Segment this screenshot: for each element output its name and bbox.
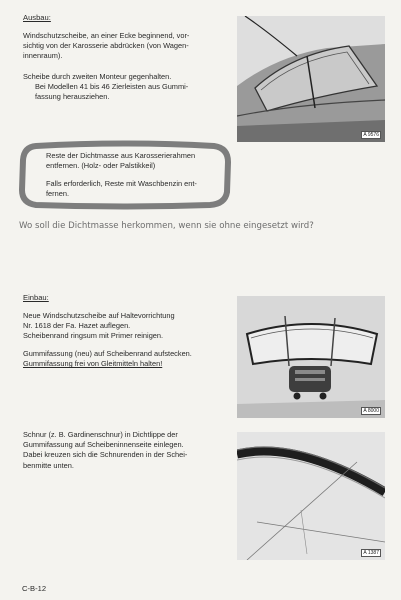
schnur-line-2: Gummifassung auf Scheibeninnenseite einlegen. <box>23 440 184 450</box>
note-line-2: entfernen. (Holz- oder Palstikkeil) <box>46 161 156 171</box>
einbau-text-2 <box>23 349 192 369</box>
ausbau-line-2: sichtig von der Karosserie abdrücken (von Wagen- <box>23 41 189 51</box>
rubber-seal-cord-illustration <box>237 432 385 560</box>
note-line-3: Falls erforderlich, Reste mit Waschbenzin ent- <box>46 179 197 188</box>
photo-reference-einbau: A 8000 <box>363 408 379 414</box>
note-line-1: Reste der Dichtmasse aus Karosserierahmen <box>46 151 196 160</box>
windshield-removal-photo <box>237 16 385 142</box>
glass-on-holder-illustration <box>237 296 385 418</box>
note-text <box>46 151 195 171</box>
windshield-holder-photo <box>237 296 385 418</box>
photo-reference-schnur: A 1387 <box>363 550 379 556</box>
ausbau-text <box>23 31 189 62</box>
schnur-line-3: Dabei kreuzen sich die Schnurenden in der Schei- <box>23 450 188 460</box>
photo-reference-ausbau: A 9576 <box>363 132 379 138</box>
car-windshield-illustration <box>237 16 385 142</box>
schnur-line-4: benmitte unten. <box>23 460 74 470</box>
schnur-text <box>23 430 187 471</box>
einbau-text <box>23 311 175 342</box>
einbau-line-2: Nr. 1618 der Fa. Hazet auflegen. <box>23 321 131 331</box>
einbau-heading: Einbau: <box>23 293 49 302</box>
note-text-2 <box>46 179 197 199</box>
ausbau-line-1: Windschutzscheibe, an einer Ecke beginnend, vor- <box>23 31 190 40</box>
handwritten-question: Wo soll die Dichtmasse herkommen, wenn sie ohne eingesetzt wird? <box>19 221 314 231</box>
ausbau-line-4: Scheibe durch zweiten Monteur gegenhalten. <box>23 72 172 81</box>
ausbau-line-6: fassung herausziehen. <box>35 92 110 102</box>
ausbau-line-3: innenraum). <box>23 51 63 61</box>
note-line-4: fernen. <box>46 189 70 199</box>
ausbau-text-2 <box>23 72 188 103</box>
page-number: C-B-12 <box>22 584 47 593</box>
cord-insertion-photo <box>237 432 385 560</box>
ausbau-heading: Ausbau: <box>23 13 51 22</box>
einbau-line-3: Scheibenrand ringsum mit Primer reinigen. <box>23 331 164 341</box>
einbau-line-5: Gummifassung frei von Gleitmitteln halten! <box>23 359 163 369</box>
einbau-line-4: Gummifassung (neu) auf Scheibenrand aufstecken. <box>23 349 192 358</box>
schnur-line-1: Schnur (z. B. Gardinenschnur) in Dichtlippe der <box>23 430 178 439</box>
ausbau-line-5: Bei Modellen 41 bis 46 Zierleisten aus Gummi- <box>35 82 189 92</box>
einbau-line-1: Neue Windschutzscheibe auf Haltevorrichtung <box>23 311 175 320</box>
